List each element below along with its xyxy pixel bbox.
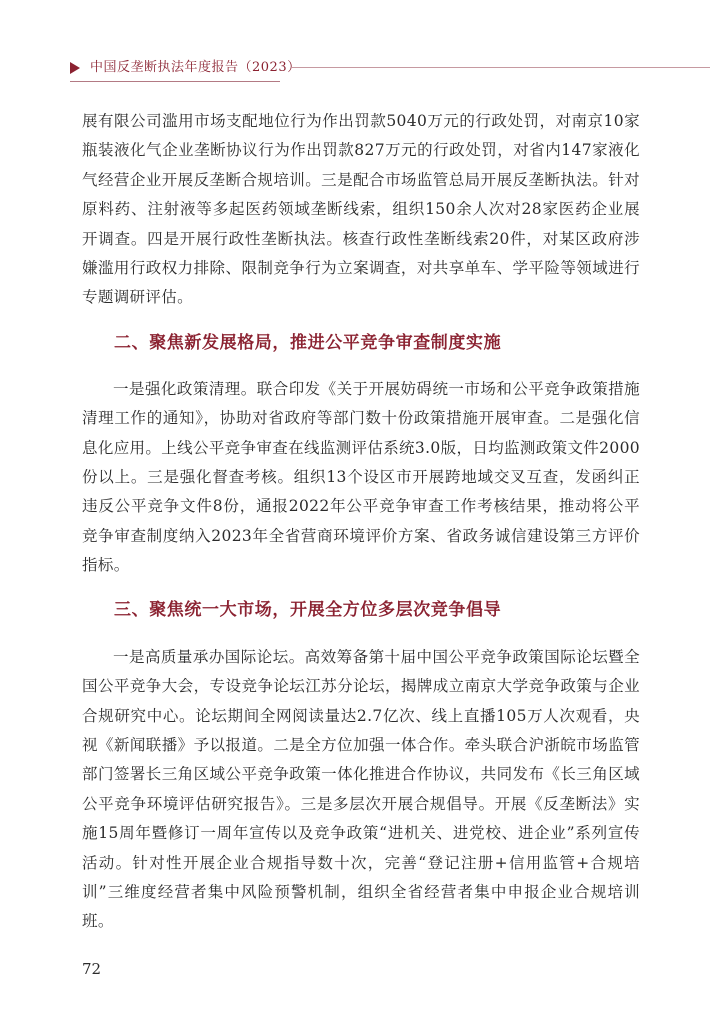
header-title: 中国反垄断执法年度报告（2023）: [90, 60, 301, 75]
header-triangle-marker-icon: [70, 62, 80, 74]
running-header: [70, 56, 710, 82]
section-2-paragraph: 一是强化政策清理。联合印发《关于开展妨碍统一市场和公平竞争政策措施清理工作的通知》，协助对省政府等部门数十份政策措施开展审查。二是强化信息化应用。上线公平竞争审查在线监测评估系统3.0版，日均监测政策文件2000份以上。三是强化督查考核。组织13个设区市开展跨地域交叉互查，发函纠正违反公平竞争文件8份，通报2022年公平竞争审查工作考核结果，推动将公平竞争审查制度纳入2023年全省营商环境评价方案、省政务诚信建设第三方评价指标。: [82, 379, 640, 575]
header-rule: [292, 67, 710, 68]
header-underline: [70, 81, 280, 82]
paragraph-continued: 展有限公司滥用市场支配地位行为作出罚款5040万元的行政处罚，对南京10家瓶装液化气企业垄断协议行为作出罚款827万元的行政处罚，对省内147家液化气经营企业开展反垄断合规培训。三是配合市场监管总局开展反垄断执法。针对原料药、注射液等多起医药领域垄断线索，组织150余人次对28家医药企业展开调查。四是开展行政性垄断执法。核查行政性垄断线索20件，对某区政府涉嫌滥用行政权力排除、限制竞争行为立案调查，对共享单车、学平险等领域进行专题调研评估。: [82, 112, 640, 307]
page-body: [82, 107, 640, 937]
section-heading-3: 三、聚焦统一大市场，开展全方位多层次竞争倡导: [114, 599, 502, 620]
page-number: 72: [82, 960, 102, 978]
section-3-paragraph: 一是高质量承办国际论坛。高效筹备第十届中国公平竞争政策国际论坛暨全国公平竞争大会，专设竞争论坛江苏分论坛，揭牌成立南京大学竞争政策与企业合规研究中心。论坛期间全网阅读量达2.7亿次、线上直播105万人次观看，央视《新闻联播》予以报道。二是全方位加强一体合作。牵头联合沪浙皖市场监管部门签署长三角区域公平竞争政策一体化推进合作协议，共同发布《长三角区域公平竞争环境评估研究报告》。三是多层次开展合规倡导。开展《反垄断法》实施15周年暨修订一周年宣传以及竞争政策“进机关、进党校、进企业”系列宣传活动。针对性开展企业合规指导数十次，完善“登记注册+信用监管+合规培训”三维度经营者集中风险预警机制，组织全省经营者集中申报企业合规培训班。: [82, 647, 640, 931]
section-heading-2: 二、聚焦新发展格局，推进公平竞争审查制度实施: [114, 332, 502, 353]
